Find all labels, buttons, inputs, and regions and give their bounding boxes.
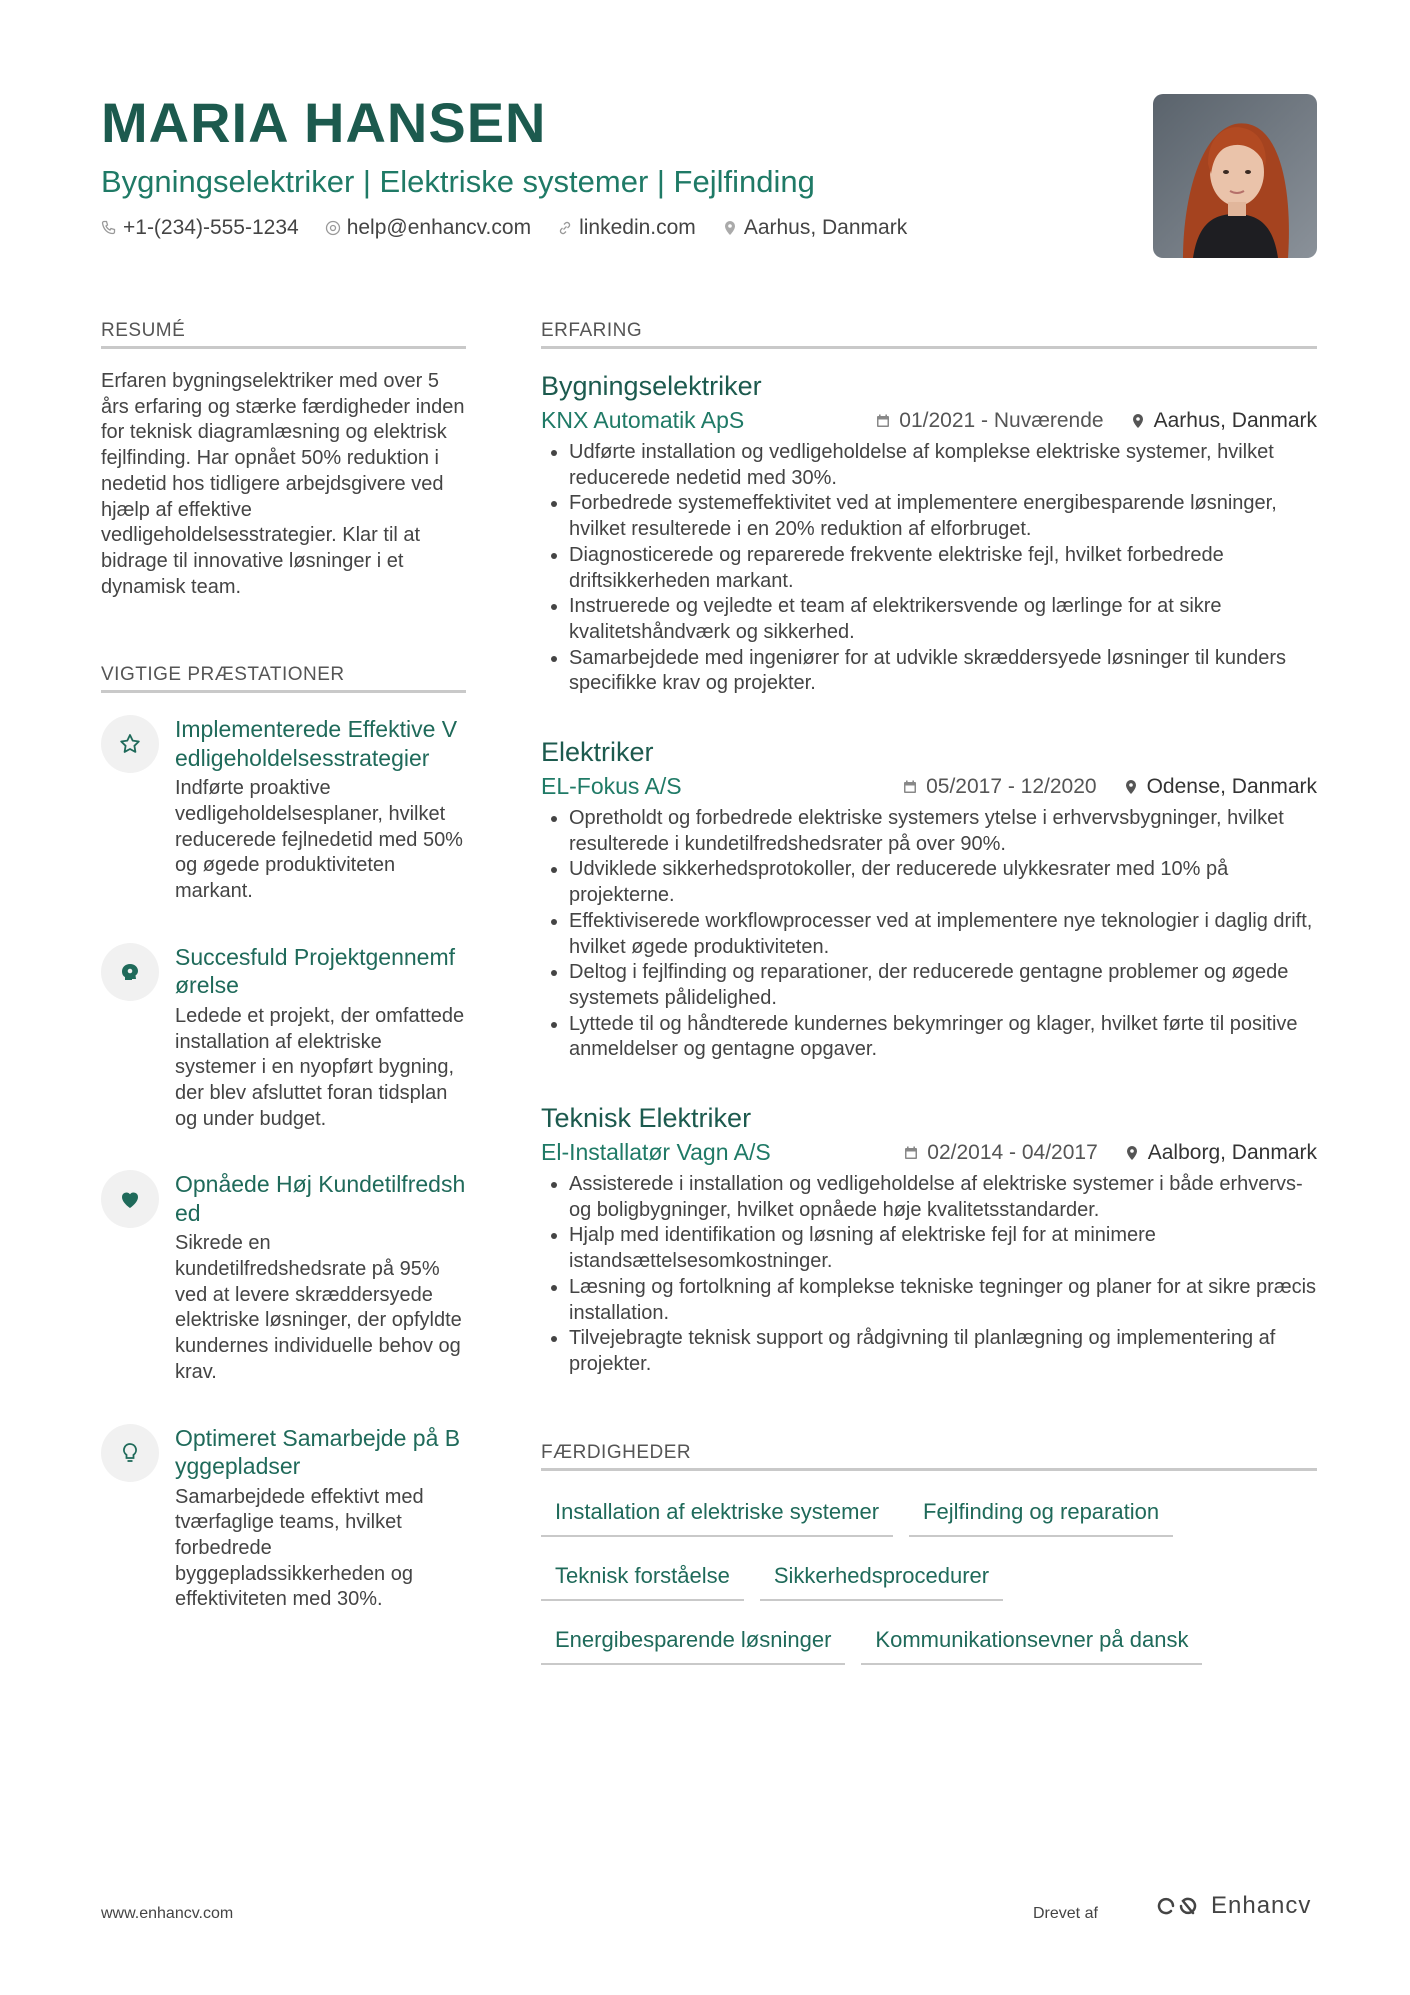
skill-tag: Fejlfinding og reparation [909, 1489, 1173, 1537]
job-role: Bygningselektriker [541, 371, 762, 401]
lightbulb-icon [118, 1441, 142, 1465]
enhancv-logo-icon [1153, 1893, 1201, 1919]
heart-icon [118, 1187, 142, 1211]
left-column [101, 320, 466, 1651]
job-company: EL-Fokus A/S [541, 773, 682, 800]
job-bullets [541, 806, 1317, 1063]
achievement-icon-wrap [101, 715, 159, 773]
summary-section-title: RESUMÉ [101, 320, 466, 349]
profile-photo-image [1153, 94, 1317, 258]
job-bullet: • Læsning og fortolkning af komplekse tekniske tegninger og planer for at sikre præcis installation. [569, 1275, 1317, 1326]
contact-email-text: help@enhancv.com [346, 216, 532, 239]
skill-tag: Kommunikationsevner på dansk [861, 1617, 1202, 1665]
job-company: KNX Automatik ApS [541, 407, 745, 433]
brand-name: Enhancv [1211, 1892, 1312, 1919]
calendar-icon [902, 779, 918, 795]
job-bullet: • Hjalp med identifikation og løsning af elektriske fejl for at minimere istandsættelsesomkostninger. [569, 1223, 1317, 1274]
experience-section-title: ERFARING [541, 320, 1317, 349]
job-bullet: • Tilvejebragte teknisk support og rådgivning til planlægning og implementering af projekter. [569, 1326, 1317, 1377]
job-bullet: • Instruerede og vejledte et team af elektrikersvende og lærlinge for at sikre kvalitetshåndværk og sikkerhed. [569, 594, 1317, 645]
job-company: El-Installatør Vagn A/S [541, 1139, 771, 1166]
job-location: Aarhus, Danmark [1153, 408, 1317, 432]
job-role: Teknisk Elektriker [541, 1103, 752, 1134]
achievements-section-title: VIGTIGE PRÆSTATIONER [101, 664, 466, 693]
job-bullet: • Opretholdt og forbedrede elektriske systemers ytelse i erhvervsbygninger, hvilket resulterede i kundetilfredshedsrater på over 90%. [569, 806, 1317, 857]
job-entry [541, 369, 1317, 697]
footer-powered-by: Drevet af [1033, 1905, 1098, 1922]
achievement-title: Opnåede Høj Kundetilfredshed [175, 1171, 466, 1226]
job-bullet: • Samarbejdede med ingeniører for at udvikle skræddersyede løsninger til kunders specifikke krav og projekter. [569, 646, 1317, 697]
skill-tag: Sikkerhedsprocedurer [760, 1553, 1003, 1601]
at-icon [325, 220, 341, 236]
profile-photo [1153, 94, 1317, 258]
achievement-icon-wrap [101, 1424, 159, 1482]
skill-tag: Installation af elektriske systemer [541, 1489, 893, 1537]
job-bullet: • Lyttede til og håndterede kundernes bekymringer og klager, hvilket førte til positive anmeldelser og gentagne opgaver. [569, 1012, 1317, 1063]
achievement-text: Sikrede en kundetilfredshedsrate på 95% ved at levere skræddersyede elektriske løsninger, der opfyldte kundernes individuelle behov og krav. [175, 1232, 462, 1383]
achievement-item [101, 1170, 466, 1385]
job-bullet: • Deltog i fejlfinding og reparationer, der reducerede gentagne problemer og øgede systemets pålidelighed. [569, 960, 1317, 1011]
skill-tag: Teknisk forståelse [541, 1553, 744, 1601]
brand-logo[interactable] [1153, 1892, 1311, 1920]
achievement-item [101, 715, 466, 905]
footer-website[interactable]: www.enhancv.com [101, 1905, 234, 1922]
job-location: Aalborg, Danmark [1147, 1140, 1317, 1164]
job-bullet: • Udførte installation og vedligeholdelse af komplekse elektriske systemer, hvilket reducerede nedetid med 30%. [569, 440, 1317, 491]
job-bullet: • Diagnosticerede og reparerede frekvente elektriske fejl, hvilket forbedrede driftsikkerheden markant. [569, 543, 1317, 594]
skill-tag: Energibesparende løsninger [541, 1617, 845, 1665]
job-dates: 02/2014 - 04/2017 [927, 1140, 1098, 1164]
job-bullet: • Udviklede sikkerhedsprotokoller, der reducerede ulykkesrater med 10% på projekterne. [569, 857, 1317, 908]
contact-linkedin[interactable] [557, 216, 696, 240]
job-entry [541, 735, 1317, 1063]
summary-text: Erfaren bygningselektriker med over 5 års erfaring og stærke færdigheder inden for teknisk diagramlæsning og elektrisk fejlfinding. Har opnået 50% reduktion i nedetid hos tidligere arbejdsgivere ved hjælp af effektive vedligeholdelsesstrategier. Klar til at bidrage til innovative løsninger i et dynamisk team. [101, 370, 465, 598]
calendar-icon [875, 413, 891, 429]
achievement-title: Optimeret Samarbejde på Byggepladser [175, 1424, 461, 1480]
skills-list [541, 1489, 1317, 1665]
achievement-item [101, 943, 466, 1133]
location-icon [1123, 779, 1139, 795]
phone-icon [101, 220, 117, 236]
location-icon [1130, 413, 1146, 429]
job-bullets [541, 440, 1317, 697]
star-icon [118, 732, 142, 756]
job-bullets [541, 1172, 1317, 1378]
contact-row [101, 216, 1141, 240]
job-bullet: • Assisterede i installation og vedligeholdelse af elektriske systemer i både erhvervs- og boligbygninger, hvilket opnåede høje kvalitetsstandarder. [569, 1172, 1317, 1223]
skills-section-title: FÆRDIGHEDER [541, 1442, 1317, 1471]
achievements-list [101, 715, 466, 1613]
link-icon [557, 220, 573, 236]
candidate-name: MARIA HANSEN [101, 91, 547, 154]
contact-phone [101, 216, 299, 240]
job-dates: 05/2017 - 12/2020 [926, 774, 1097, 798]
right-column [541, 320, 1317, 1665]
achievement-text: Indførte proaktive vedligeholdelsesplaner, hvilket reducerede fejlnedetid med 50% og øgede produktiviteten markant. [175, 777, 463, 903]
achievement-text: Ledede et projekt, der omfattede installation af elektriske systemer i en nyopført bygning, der blev afsluttet foran tidsplan og under budget. [175, 1004, 465, 1130]
job-dates: 01/2021 - Nuværende [899, 408, 1104, 432]
contact-linkedin-text: linkedin.com [579, 216, 696, 239]
job-role: Elektriker [541, 737, 654, 768]
achievement-title: Succesfuld Projektgennemførelse [175, 943, 455, 999]
candidate-title: Bygningselektriker | Elektriske systemer | Fejlfinding [101, 164, 815, 199]
location-icon [722, 220, 738, 236]
achievement-text: Samarbejdede effektivt med tværfaglige teams, hvilket forbedrede byggepladssikkerheden og effektiviteten med 30%. [175, 1485, 424, 1611]
achievement-title: Implementerede Effektive Vedligeholdelsesstrategier [175, 716, 458, 771]
calendar-icon [903, 1145, 919, 1161]
contact-email[interactable] [325, 216, 531, 240]
job-bullet: • Effektiviserede workflowprocesser ved at implementere nye teknologier i daglig drift, hvilket øgede produktiviteten. [569, 909, 1317, 960]
job-location: Odense, Danmark [1146, 774, 1317, 798]
contact-location-text: Aarhus, Danmark [743, 216, 908, 239]
contact-phone-text: +1-(234)-555-1234 [123, 216, 299, 239]
contact-location [722, 216, 907, 240]
achievement-icon-wrap [101, 1170, 159, 1228]
job-bullet: • Forbedrede systemeffektivitet ved at implementere energibesparende løsninger, hvilket resulterede i en 20% reduktion af elforbruget. [569, 491, 1317, 542]
resume-header [101, 88, 1141, 240]
achievement-item [101, 1424, 466, 1614]
achievement-icon-wrap [101, 943, 159, 1001]
job-entry [541, 1101, 1317, 1378]
location-icon [1124, 1145, 1140, 1161]
brain-icon [118, 960, 142, 984]
